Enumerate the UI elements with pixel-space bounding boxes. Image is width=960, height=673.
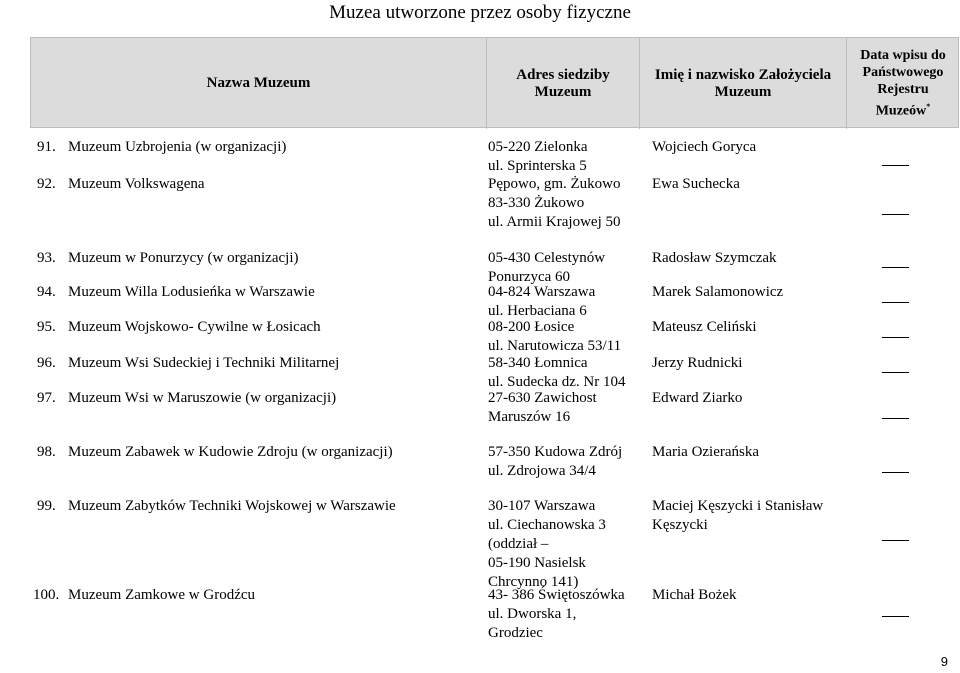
row-number: 92. bbox=[37, 176, 56, 192]
row-number: 93. bbox=[37, 250, 56, 266]
museum-address: 04-824 Warszawa ul. Herbaciana 6 bbox=[488, 284, 596, 319]
empty-date-dash bbox=[882, 165, 909, 166]
header-date-line: Państwowego bbox=[862, 65, 944, 81]
founder-name: Jerzy Rudnicki bbox=[652, 355, 743, 371]
museum-address: 27-630 Zawichost Maruszów 16 bbox=[488, 390, 597, 425]
header-founder-text: Imię i nazwisko Założyciela Muzeum bbox=[654, 66, 832, 100]
founder-name: Radosław Szymczak bbox=[652, 250, 777, 266]
museum-address: 05-430 Celestynów Ponurzyca 60 bbox=[488, 250, 606, 285]
row-number: 94. bbox=[37, 284, 56, 300]
header-address bbox=[487, 38, 639, 129]
header-name bbox=[31, 38, 486, 129]
page-number: 9 bbox=[940, 654, 948, 669]
founder-name: Wojciech Goryca bbox=[652, 139, 757, 155]
row-number: 97. bbox=[37, 390, 56, 406]
museum-address: 57-350 Kudowa Zdrój ul. Zdrojowa 34/4 bbox=[488, 444, 623, 479]
founder-name: Edward Ziarko bbox=[652, 390, 743, 406]
museum-name: Muzeum Volkswagena bbox=[68, 176, 205, 192]
footnote-mark: * bbox=[926, 102, 931, 112]
museum-name: Muzeum Uzbrojenia (w organizacji) bbox=[68, 139, 287, 155]
empty-date-dash bbox=[882, 337, 909, 338]
museum-address: 08-200 Łosice ul. Narutowicza 53/11 bbox=[488, 319, 622, 354]
empty-date-dash bbox=[882, 372, 909, 373]
museum-address: 30-107 Warszawa ul. Ciechanowska 3 (oddział – 05-190 Nasielsk Chrcynno 141) bbox=[488, 498, 606, 590]
header-date-word: Muzeów bbox=[875, 103, 927, 119]
header-date bbox=[847, 38, 959, 129]
empty-date-dash bbox=[882, 267, 909, 268]
museum-name: Muzeum Willa Lodusieńka w Warszawie bbox=[68, 284, 315, 300]
museum-name: Muzeum w Ponurzycy (w organizacji) bbox=[68, 250, 299, 266]
founder-name: Ewa Suchecka bbox=[652, 176, 740, 192]
museum-name: Muzeum Zamkowe w Grodźcu bbox=[68, 587, 256, 603]
founder-name: Michał Bożek bbox=[652, 587, 737, 603]
museum-name: Muzeum Wsi Sudeckiej i Techniki Militarnej bbox=[68, 355, 340, 371]
founder-name: Marek Salamonowicz bbox=[652, 284, 784, 300]
museum-address: Pępowo, gm. Żukowo 83-330 Żukowo ul. Armii Krajowej 50 bbox=[488, 176, 621, 230]
museum-name: Muzeum Wojskowo- Cywilne w Łosicach bbox=[68, 319, 321, 335]
row-number: 98. bbox=[37, 444, 56, 460]
museum-address: 05-220 Zielonka ul. Sprinterska 5 bbox=[488, 139, 588, 174]
empty-date-dash bbox=[882, 540, 909, 541]
row-number: 96. bbox=[37, 355, 56, 371]
header-date-text bbox=[860, 47, 946, 120]
museum-address: 43- 386 Świętoszówka ul. Dworska 1, Grodziec bbox=[488, 587, 625, 641]
table-header bbox=[30, 37, 959, 128]
museum-name: Muzeum Zabytków Techniki Wojskowej w Warszawie bbox=[68, 498, 396, 514]
header-date-line: Data wpisu do bbox=[860, 48, 946, 64]
empty-date-dash bbox=[882, 616, 909, 617]
row-number: 100. bbox=[33, 587, 60, 603]
header-name-text: Nazwa Muzeum bbox=[206, 75, 311, 91]
page-title: Muzea utworzone przez osoby fizyczne bbox=[329, 2, 631, 23]
empty-date-dash bbox=[882, 214, 909, 215]
row-number: 95. bbox=[37, 319, 56, 335]
founder-name: Mateusz Celiński bbox=[652, 319, 757, 335]
header-founder bbox=[640, 38, 846, 129]
row-number: 99. bbox=[37, 498, 56, 514]
row-number: 91. bbox=[37, 139, 56, 155]
museum-name: Muzeum Zabawek w Kudowie Zdroju (w organizacji) bbox=[68, 444, 393, 460]
empty-date-dash bbox=[882, 418, 909, 419]
museum-name: Muzeum Wsi w Maruszowie (w organizacji) bbox=[68, 390, 337, 406]
museum-address: 58-340 Łomnica ul. Sudecka dz. Nr 104 bbox=[488, 355, 626, 390]
empty-date-dash bbox=[882, 302, 909, 303]
header-address-text: Adres siedziby Muzeum bbox=[516, 66, 610, 100]
header-date-line bbox=[860, 98, 946, 120]
header-date-line: Rejestru bbox=[877, 82, 929, 98]
founder-name: Maria Ozierańska bbox=[652, 444, 760, 460]
empty-date-dash bbox=[882, 472, 909, 473]
founder-name: Maciej Kęszycki i Stanisław Kęszycki bbox=[652, 498, 824, 533]
